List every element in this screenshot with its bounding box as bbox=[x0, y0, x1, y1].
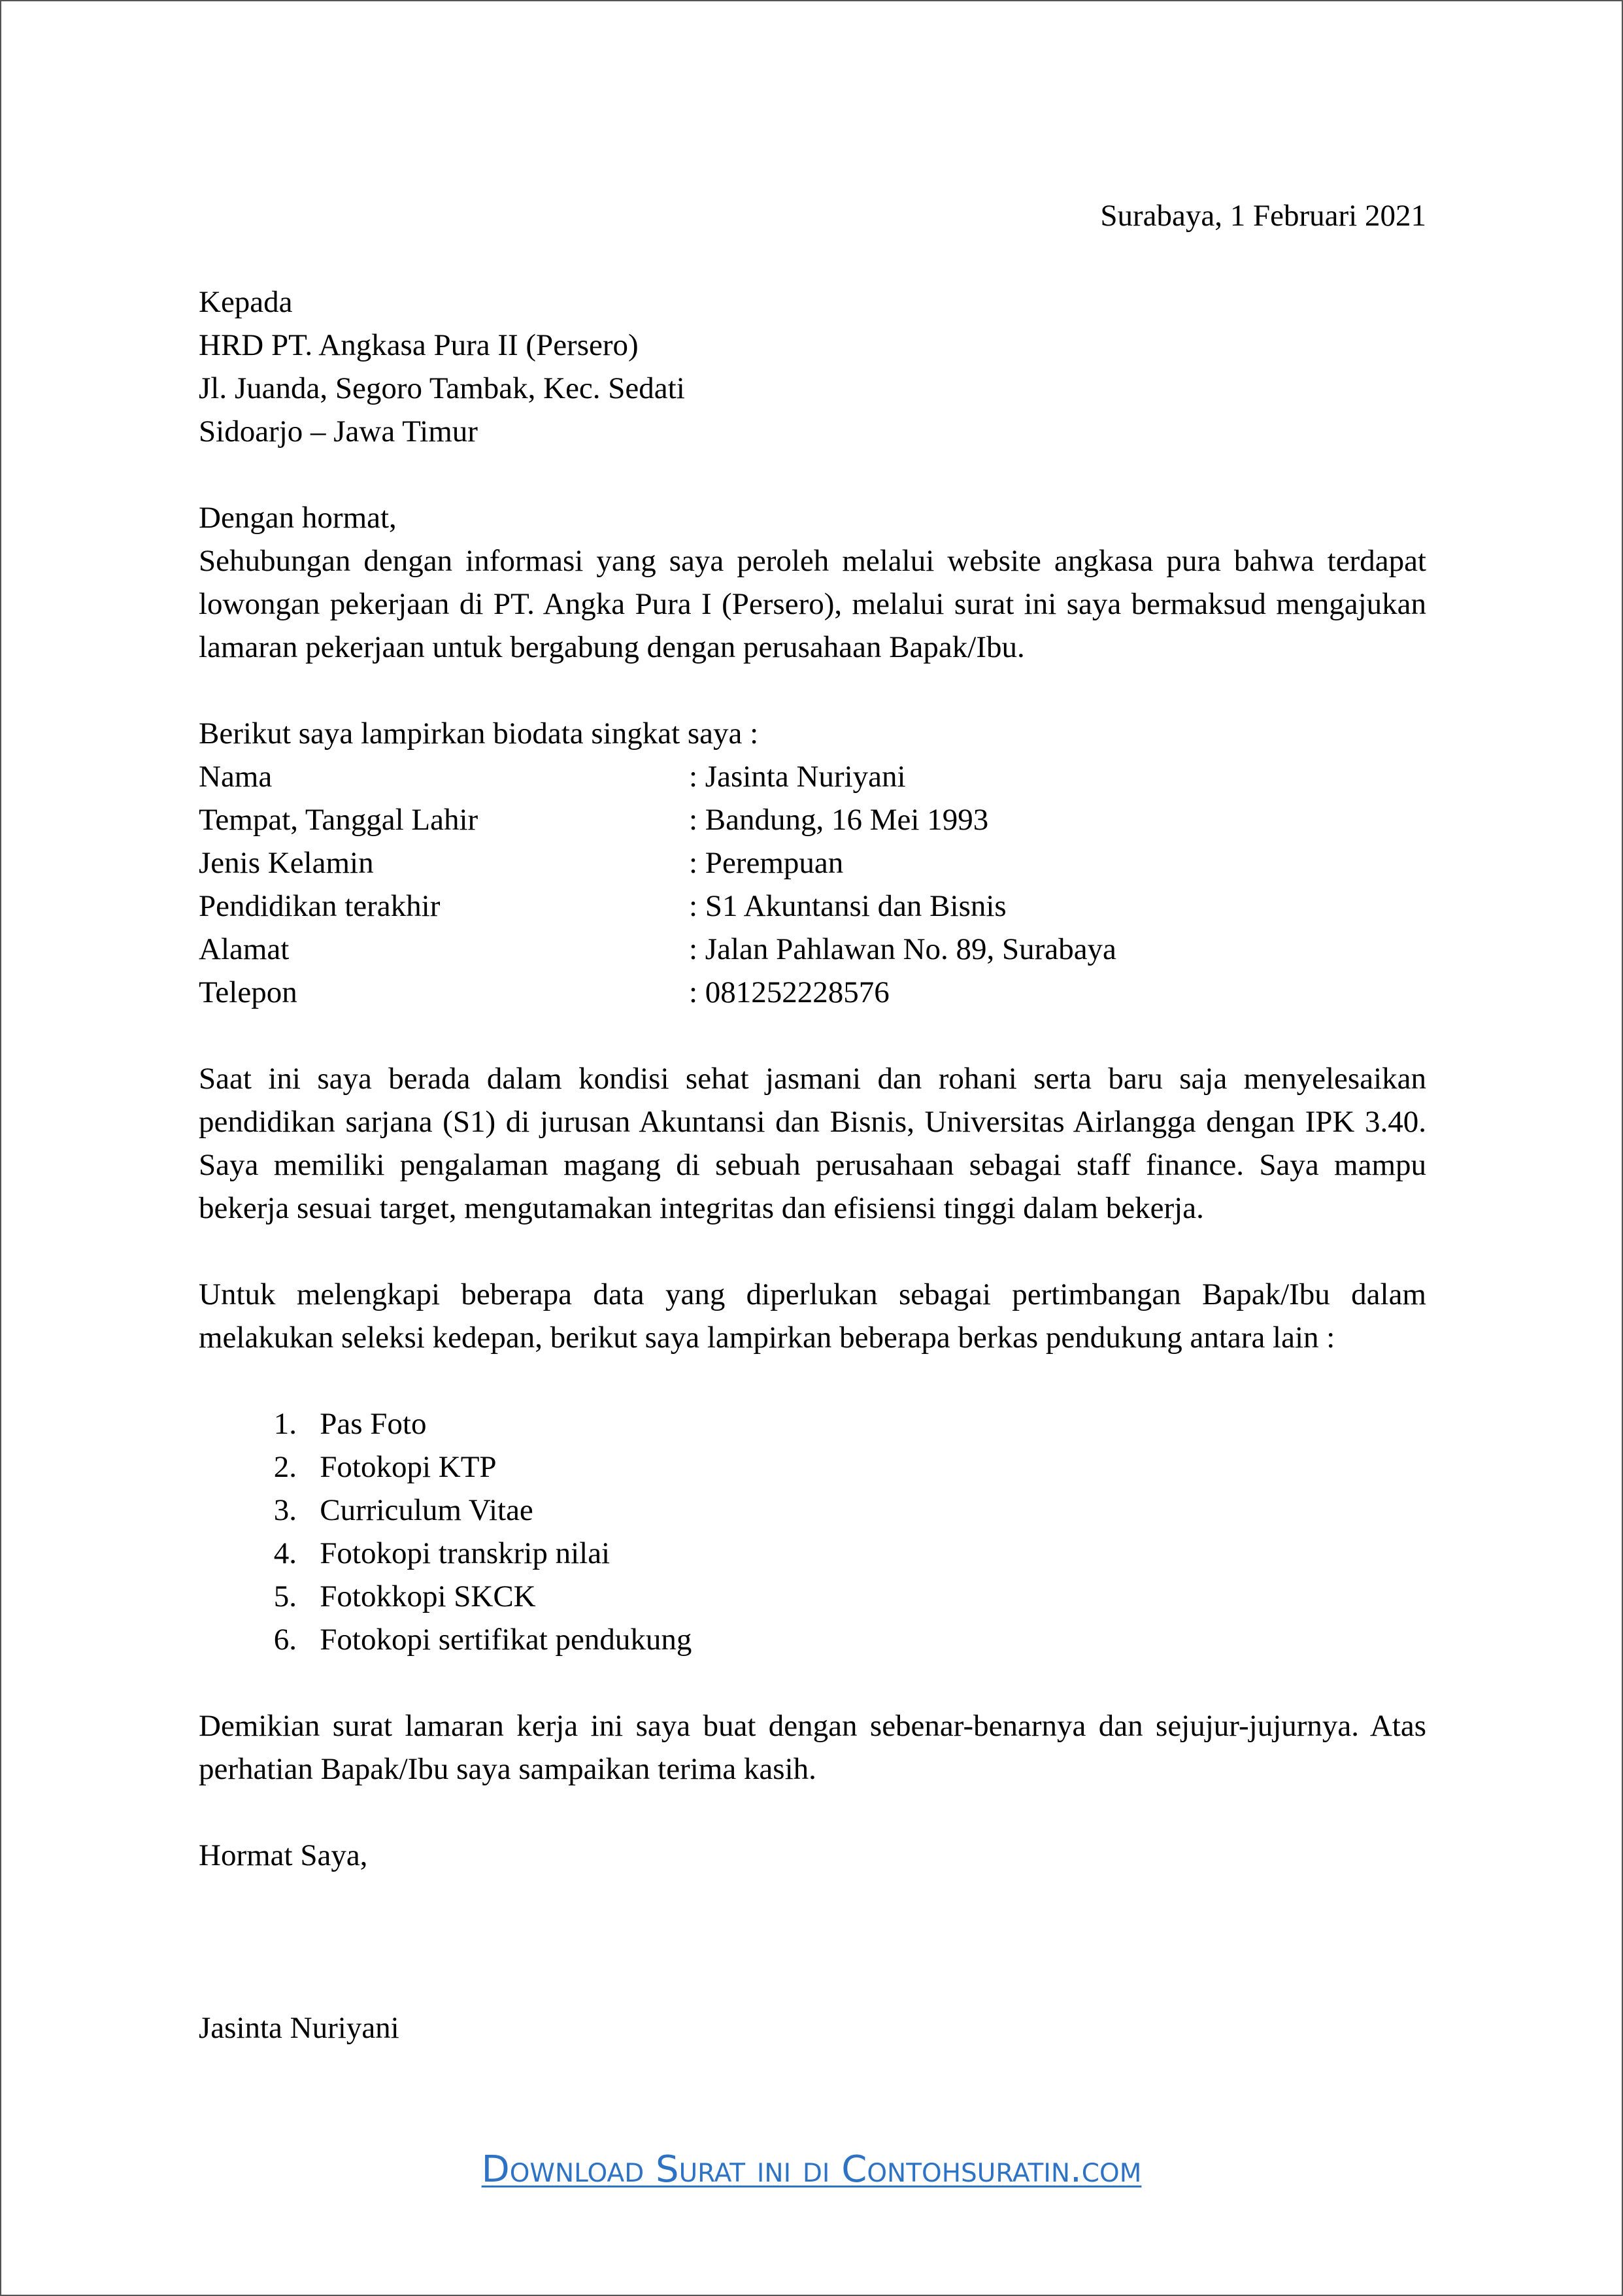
spacer bbox=[199, 1014, 1426, 1057]
biodata-value: : S1 Akuntansi dan Bisnis bbox=[689, 889, 1007, 923]
biodata-row bbox=[199, 928, 1426, 971]
sign-off: Hormat Saya, bbox=[199, 1838, 368, 1872]
biodata-value: : Jasinta Nuriyani bbox=[689, 760, 906, 794]
biodata-value: : Bandung, 16 Mei 1993 bbox=[689, 803, 989, 837]
list-item-number-text: 1. bbox=[273, 1407, 297, 1441]
list-item-number bbox=[199, 1445, 297, 1489]
list-item bbox=[199, 1618, 1426, 1661]
list-item bbox=[199, 1575, 1426, 1618]
biodata-value: : 081252228576 bbox=[689, 975, 890, 1009]
spacer bbox=[199, 1230, 1426, 1273]
list-item-text bbox=[297, 1489, 533, 1532]
spacer bbox=[199, 237, 1426, 280]
recipient-line: HRD PT. Angkasa Pura II (Persero) bbox=[199, 328, 639, 362]
biodata-value: : Jalan Pahlawan No. 89, Surabaya bbox=[689, 932, 1116, 966]
biodata-value: : Perempuan bbox=[689, 846, 844, 880]
list-item-label: Pas Foto bbox=[320, 1407, 427, 1441]
letter-date: Surabaya, 1 Februari 2021 bbox=[1100, 199, 1426, 233]
list-item-number-text: 5. bbox=[273, 1579, 297, 1613]
list-item-number bbox=[199, 1618, 297, 1661]
biodata-label: Telepon bbox=[199, 975, 297, 1009]
biodata-intro: Berikut saya lampirkan biodata singkat saya : bbox=[199, 717, 759, 751]
list-item-number-text: 4. bbox=[273, 1536, 297, 1570]
recipient-line: Kepada bbox=[199, 285, 293, 319]
list-item-number-text: 6. bbox=[273, 1623, 297, 1657]
spacer bbox=[199, 1791, 1426, 1834]
download-link[interactable]: Download Surat ini di Contohsuratin.com bbox=[481, 2148, 1142, 2191]
condition-paragraph: Saat ini saya berada dalam kondisi sehat jasmani dan rohani serta baru saja menyelesaikan pendidikan sarjana (S1) di jurusan Akuntansi dan Bisnis, Universitas Airlangga dengan IPK 3.40. Saya memiliki pengalaman magang di sebuah perusahaan sebagai staff finance. Saya mampu bekerja sesuai target, mengutamakan integritas dan efisiensi tinggi dalam bekerja. bbox=[199, 1062, 1426, 1225]
spacer bbox=[199, 1661, 1426, 1704]
list-item-label: Fotokkopi SKCK bbox=[320, 1579, 536, 1613]
spacer bbox=[199, 1359, 1426, 1402]
biodata-row bbox=[199, 798, 1426, 841]
list-item-text bbox=[297, 1532, 610, 1575]
opening-paragraph: Sehubungan dengan informasi yang saya peroleh melalui website angkasa pura bahwa terdapat lowongan pekerjaan di PT. Angka Pura I (Persero), melalui surat ini saya bermaksud mengajukan lamaran pekerjaan untuk bergabung dengan perusahaan Bapak/Ibu. bbox=[199, 544, 1426, 664]
list-item bbox=[199, 1532, 1426, 1575]
biodata-label: Tempat, Tanggal Lahir bbox=[199, 803, 478, 837]
signer-name: Jasinta Nuriyani bbox=[199, 2011, 399, 2045]
signature-space bbox=[199, 1877, 1426, 2006]
letter-body bbox=[199, 194, 1426, 2050]
greeting: Dengan hormat, bbox=[199, 501, 397, 535]
list-item bbox=[199, 1402, 1426, 1445]
closing-paragraph: Demikian surat lamaran kerja ini saya buat dengan sebenar-benarnya dan sejujur-jujurnya. Atas perhatian Bapak/Ibu saya sampaikan terima kasih. bbox=[199, 1709, 1426, 1786]
list-item-text bbox=[297, 1575, 536, 1618]
biodata-row bbox=[199, 755, 1426, 798]
biodata-row bbox=[199, 885, 1426, 928]
list-item bbox=[199, 1489, 1426, 1532]
biodata-table bbox=[199, 755, 1426, 1014]
list-item bbox=[199, 1445, 1426, 1489]
biodata-label: Nama bbox=[199, 760, 273, 794]
list-item-text bbox=[297, 1618, 692, 1661]
biodata-label: Pendidikan terakhir bbox=[199, 889, 441, 923]
recipient-line: Jl. Juanda, Segoro Tambak, Kec. Sedati bbox=[199, 371, 685, 405]
download-banner bbox=[1, 2147, 1622, 2193]
biodata-row bbox=[199, 971, 1426, 1014]
list-item-number bbox=[199, 1489, 297, 1532]
biodata-label: Jenis Kelamin bbox=[199, 846, 374, 880]
spacer bbox=[199, 669, 1426, 712]
list-item-label: Curriculum Vitae bbox=[320, 1493, 533, 1527]
biodata-row bbox=[199, 841, 1426, 885]
attachments-list bbox=[199, 1402, 1426, 1661]
recipient-block bbox=[199, 280, 1426, 453]
list-item-number bbox=[199, 1532, 297, 1575]
recipient-line: Sidoarjo – Jawa Timur bbox=[199, 414, 478, 448]
biodata-label: Alamat bbox=[199, 932, 290, 966]
list-item-number-text: 2. bbox=[273, 1450, 297, 1484]
list-item-number bbox=[199, 1402, 297, 1445]
list-item-text bbox=[297, 1402, 427, 1445]
list-item-label: Fotokopi transkrip nilai bbox=[320, 1536, 611, 1570]
list-item-number-text: 3. bbox=[273, 1493, 297, 1527]
list-item-label: Fotokopi sertifikat pendukung bbox=[320, 1623, 692, 1657]
list-item-label: Fotokopi KTP bbox=[320, 1450, 497, 1484]
list-item-text bbox=[297, 1445, 497, 1489]
spacer bbox=[199, 453, 1426, 496]
list-item-number bbox=[199, 1575, 297, 1618]
attachments-intro: Untuk melengkapi beberapa data yang diperlukan sebagai pertimbangan Bapak/Ibu dalam melakukan seleksi kedepan, berikut saya lampirkan beberapa berkas pendukung antara lain : bbox=[199, 1277, 1426, 1355]
